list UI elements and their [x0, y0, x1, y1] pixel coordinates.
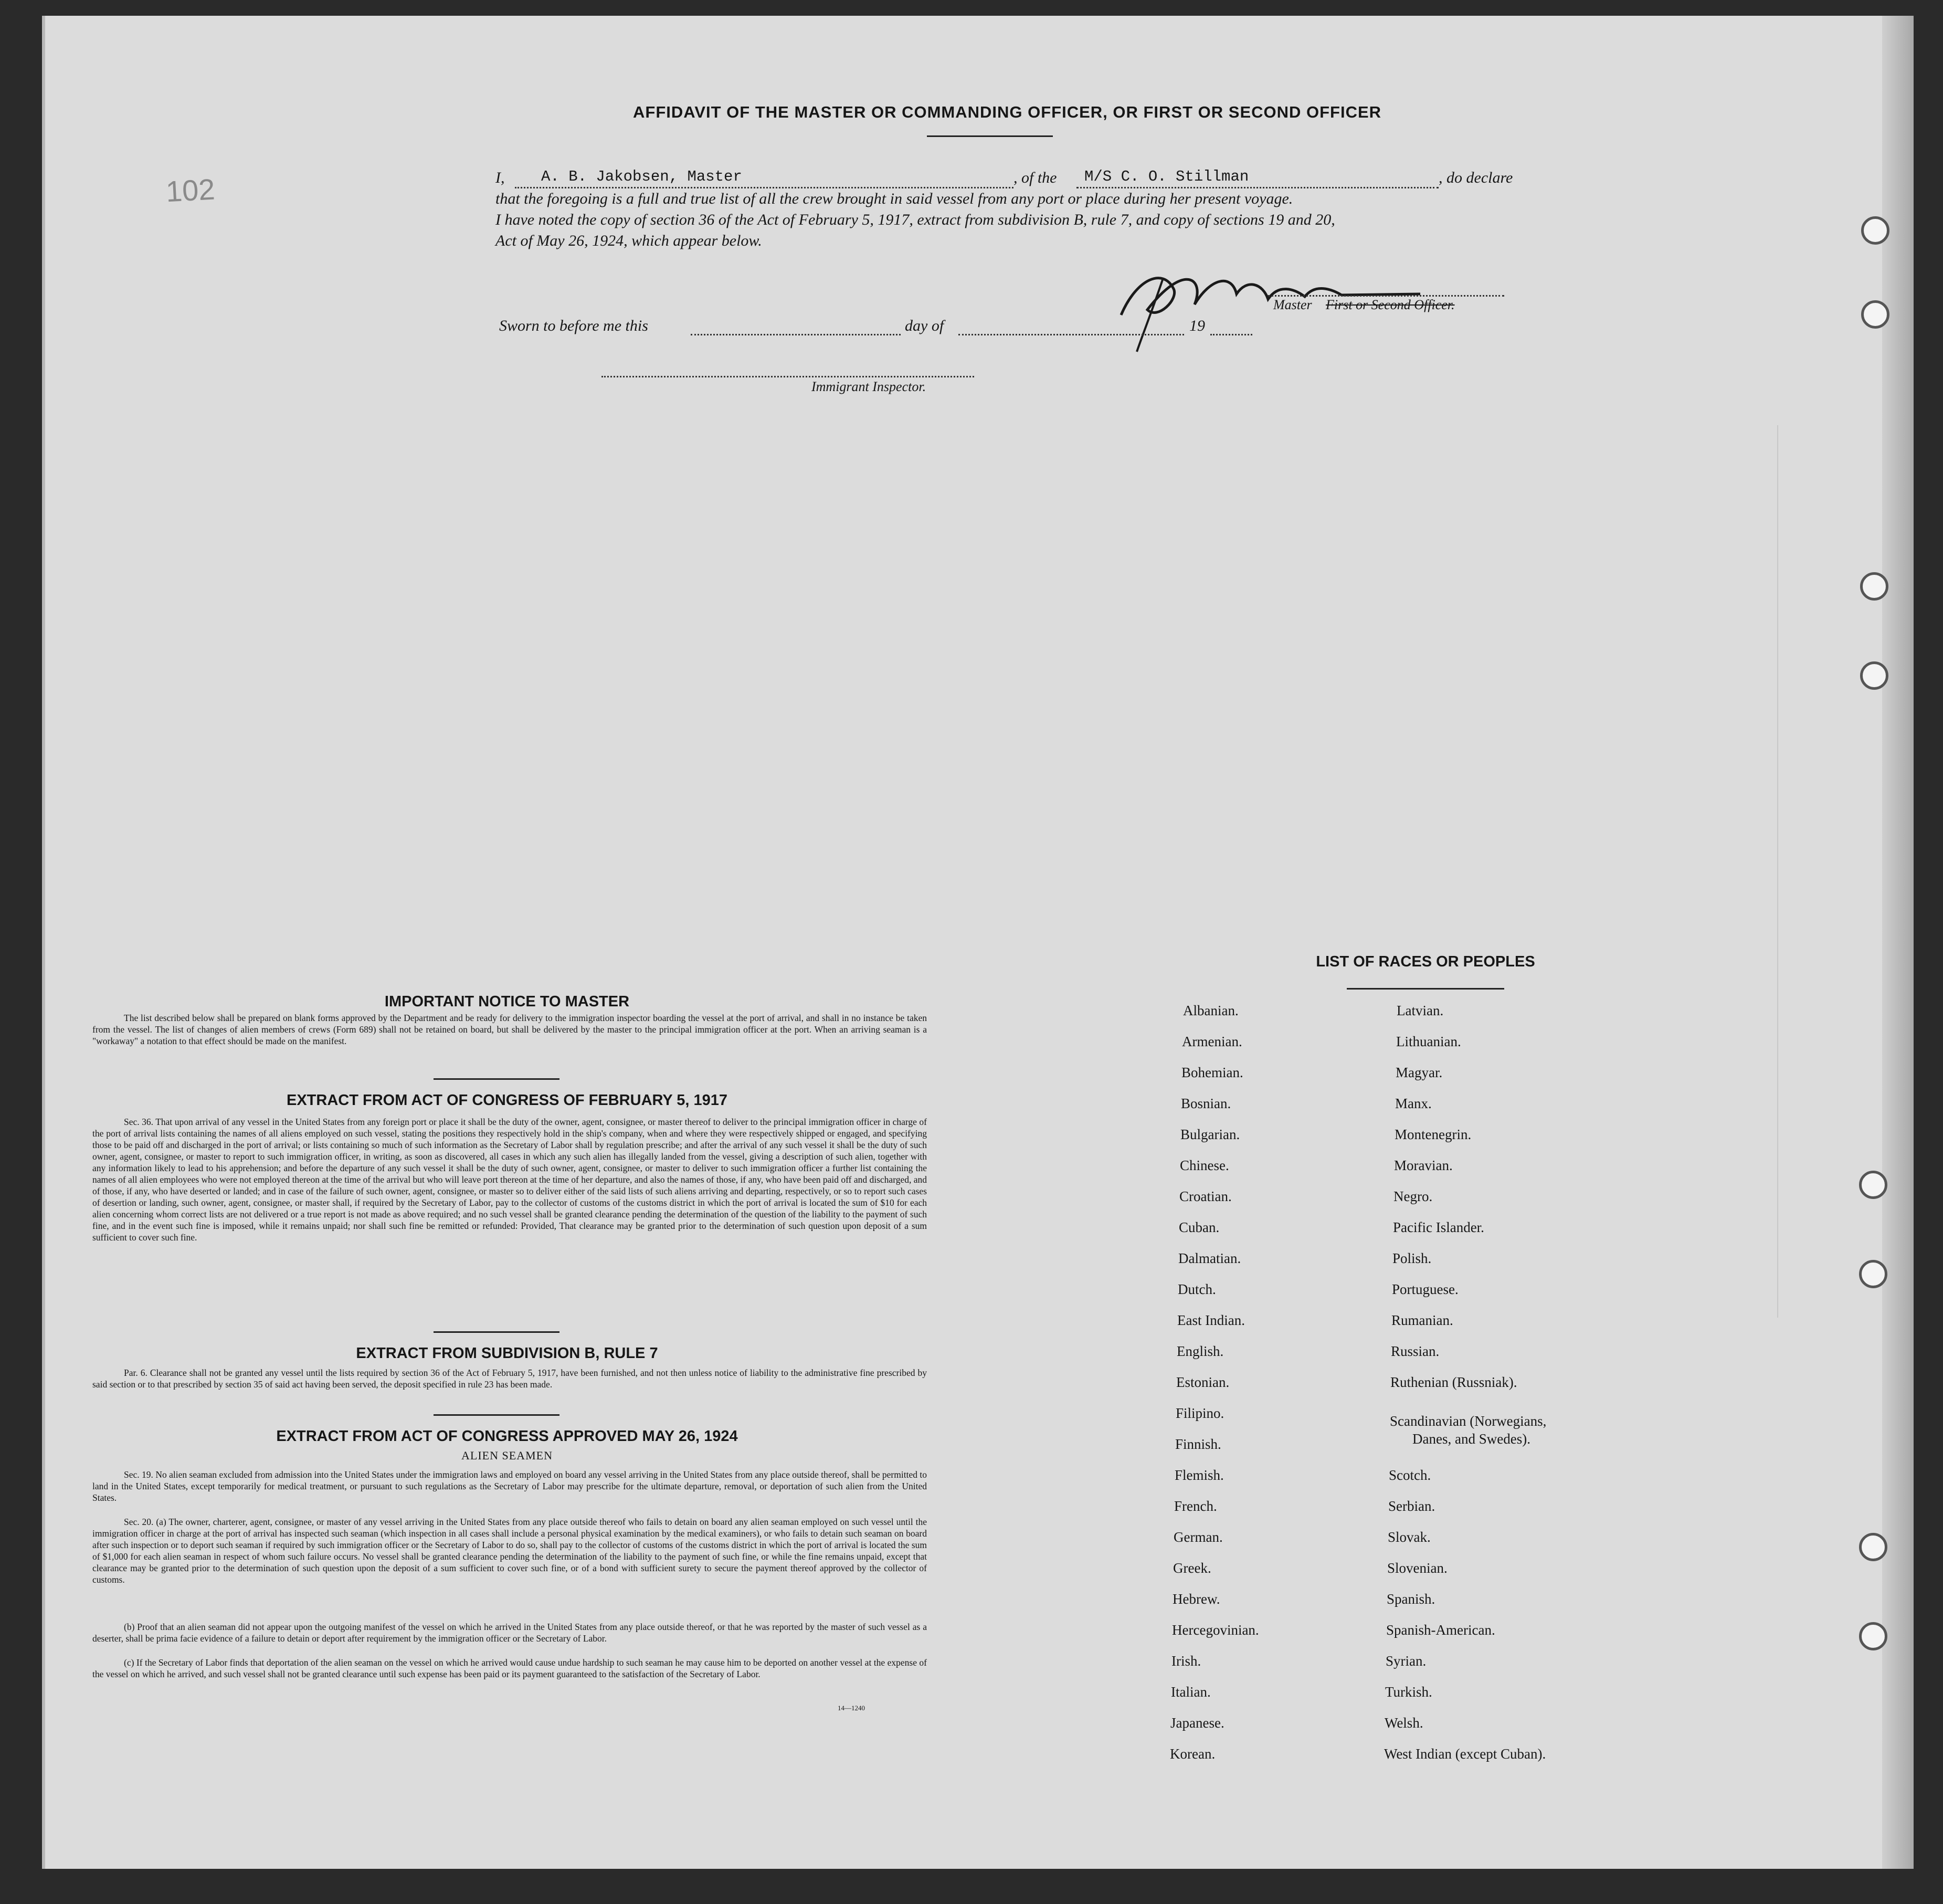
race-left-22: Irish. [1171, 1653, 1201, 1669]
race-right-22: Syrian. [1386, 1653, 1427, 1669]
race-left-14: Filipino. [1176, 1405, 1224, 1421]
signer-title: Master [1273, 297, 1312, 312]
i-label: I, [495, 169, 505, 186]
race-left-23: Italian. [1171, 1684, 1211, 1700]
binder-hole-icon [1860, 661, 1888, 690]
race-left-24: Japanese. [1170, 1715, 1224, 1731]
race-right-25: West Indian (except Cuban). [1384, 1746, 1546, 1762]
race-right-19: Slovenian. [1387, 1560, 1448, 1576]
sec20c-body: (c) If the Secretary of Labor finds that deportation of the alien seaman on the vessel on which he arrived would cause undue hardship to such seaman he may cause him to be deported on another vessel at the expense of the vessel on which he arrived, and such vessel shall not be granted clearance until such expense has been paid or its payment guaranteed to the satisfaction of the Secretary of Labor. [92, 1657, 927, 1679]
race-left-4: Bosnian. [1181, 1096, 1231, 1111]
race-right-10: Portuguese. [1392, 1281, 1459, 1297]
race-left-9: Dalmatian. [1178, 1250, 1241, 1266]
extract-1917-title: EXTRACT FROM ACT OF CONGRESS OF FEBRUARY 5, 1917 [286, 1092, 728, 1109]
race-left-12: English. [1177, 1343, 1224, 1359]
race-right-15: Danes, and Swedes). [1412, 1431, 1530, 1447]
notice-rule [434, 1078, 559, 1080]
race-right-13: Ruthenian (Russniak). [1390, 1374, 1517, 1390]
races-rule [1347, 988, 1504, 990]
race-left-11: East Indian. [1177, 1312, 1245, 1328]
rule7-body: Par. 6. Clearance shall not be granted any vessel until the lists required by section 36 of the Act of February 5, 1917, have been furnished, and not then unless notice of liability to the administrative fine prescribed by said section or to that prescribed by section 35 of said act having been served, the deposit specified in rule 23 has been made. [92, 1367, 927, 1390]
race-left-8: Cuban. [1179, 1219, 1220, 1235]
document-sheet [42, 16, 1914, 1869]
extract-1924-title: EXTRACT FROM ACT OF CONGRESS APPROVED MAY 26, 1924 [276, 1428, 738, 1445]
vessel-name-field[interactable]: M/S C. O. Stillman [1084, 168, 1249, 185]
extract-1917-body: Sec. 36. That upon arrival of any vessel in the United States from any foreign port or place it shall be the duty of the owner, agent, consignee, or master thereof to deliver to the principal immigration officer in charge of the port of arrival lists containing the names of all aliens employed on such vessel, stating the positions they respectively hold in the ship's company, when and where they were respectively shipped or engaged, and specifying those to be paid off and discharged in the port of arrival; or lists containing so much of such information as the Secretary of Labor shall by regulation prescribe; and after the arrival of any such vessel it shall be the duty of such owner, agent, consignee, or master to report to such immigration officer, in writing, as soon as discovered, all cases in which any such alien has illegally landed from the vessel, giving a description of such alien, together with any information likely to lead to his apprehension; and before the departure of any such vessel it shall be the duty of such owner, agent, consignee, or master to deliver to such immigration officer a further list containing the names of all alien employees who were not employed thereon at the time of the arrival but who will leave port thereon at the time of her departure, and also the names of those, if any, who have been paid off and discharged, and of those, if any, who have deserted or landed; and in case of the failure of such owner, agent, consignee, or master so to deliver either of the said lists of such aliens arriving and departing, respectively, or so to report such cases of desertion or landing, such owner, agent, consignee, or master shall, if required by the Secretary of Labor, pay to the collector of customs of the customs district in which the port of arrival is located the sum of $10 for each alien concerning whom correct lists are not delivered or a true report is not made as above required; and no such vessel shall be granted clearance pending the determination of the question of the liability to the payment of such fine, and in the event such fine is imposed, while it remains unpaid; nor shall such fine be remitted or refunded: Provided, That clearance may be granted prior to the determination of such question upon deposit of a sum sufficient to cover such fine. [92, 1117, 927, 1243]
race-right-24: Welsh. [1385, 1715, 1423, 1731]
of-the-label: , of the [1013, 169, 1057, 186]
race-right-9: Polish. [1392, 1250, 1432, 1266]
race-right-5: Montenegrin. [1395, 1127, 1472, 1142]
signature-line [1268, 295, 1504, 297]
race-right-4: Manx. [1395, 1096, 1432, 1111]
race-left-7: Croatian. [1179, 1188, 1232, 1204]
race-left-15: Finnish. [1175, 1436, 1221, 1452]
binder-hole-icon [1859, 1622, 1887, 1650]
binder-hole-icon [1861, 216, 1889, 245]
race-left-1: Albanian. [1183, 1003, 1239, 1018]
extract-1924-subtitle: ALIEN SEAMEN [461, 1449, 553, 1462]
race-right-14: Scandinavian (Norwegians, [1390, 1413, 1547, 1429]
race-left-17: French. [1174, 1498, 1217, 1514]
binder-hole-icon [1859, 1171, 1887, 1199]
binder-hole-icon [1859, 1533, 1887, 1561]
race-left-13: Estonian. [1176, 1374, 1230, 1390]
notice-body: The list described below shall be prepared on blank forms approved by the Department and be ready for delivery to the immigration inspector boarding the vessel at the port of arrival, and shall in no instance be taken from the vessel. The list of changes of alien members of crews (Form 689) shall not be retained on board, but shall be delivered by the master to the principal immigration officer at the port. When an arriving seaman is a "workaway" a notation to that effect should be made on the manifest. [92, 1013, 927, 1046]
race-right-23: Turkish. [1385, 1684, 1432, 1700]
sworn-label: Sworn to before me this [499, 317, 648, 334]
inspector-label: Immigrant Inspector. [811, 379, 926, 394]
year-prefix: 19 [1189, 317, 1205, 334]
race-left-19: Greek. [1173, 1560, 1211, 1576]
binder-hole-icon [1859, 1260, 1887, 1288]
stamp-number: 102 [165, 172, 216, 208]
race-left-2: Armenian. [1182, 1034, 1242, 1049]
race-left-16: Flemish. [1175, 1467, 1224, 1483]
race-right-1: Latvian. [1397, 1003, 1444, 1018]
race-left-20: Hebrew. [1173, 1591, 1220, 1607]
sec20a-body: Sec. 20. (a) The owner, charterer, agent, consignee, or master of any vessel arriving in the United States from any place outside thereof who fails to detain on board any alien seaman employed on such vessel until the immigration officer in charge at the port of arrival has inspected such seaman (which inspection in all cases shall include a personal physical examination by the medical examiners), or who fails to detain such seaman on board after such inspection or to deport such seaman if required by such immigration officer or the Secretary of Labor to do so, shall pay to the collector of customs of the customs district in which the port of arrival is located the sum of $1,000 for each alien seaman in respect of whom such failure occurs. No vessel shall be granted clearance pending the determination of the liability to the payment of such fine, or while the fine remains unpaid, except that clearance may be granted prior to the determination of such question upon the deposit of a sum sufficient to cover such fine, or of a bond with sufficient surety to secure the payment thereof approved by the collector of customs. [92, 1517, 927, 1585]
binder-hole-icon [1861, 300, 1889, 329]
sec19-body: Sec. 19. No alien seaman excluded from admission into the United States under the immigration laws and employed on board any vessel arriving in the United States from any place outside thereof, shall be permitted to land in the United States, except temporarily for medical treatment, or pursuant to such regulations as the Secretary of Labor may prescribe for the ultimate departure, removal, or deportation of such alien from the United States. [92, 1469, 927, 1503]
affidavit-line-2: that the foregoing is a full and true list of all the crew brought in said vessel from any port or place during her present voyage. [495, 190, 1293, 207]
race-right-2: Lithuanian. [1396, 1034, 1461, 1049]
do-declare-label: , do declare [1439, 169, 1513, 186]
race-right-12: Russian. [1391, 1343, 1440, 1359]
race-right-11: Rumanian. [1391, 1312, 1453, 1328]
notice-title: IMPORTANT NOTICE TO MASTER [384, 993, 630, 1010]
race-left-25: Korean. [1170, 1746, 1216, 1762]
race-right-8: Pacific Islander. [1393, 1219, 1484, 1235]
race-right-17: Serbian. [1388, 1498, 1435, 1514]
races-title: LIST OF RACES OR PEOPLES [1316, 953, 1535, 970]
inspector-line[interactable] [601, 376, 974, 377]
race-right-16: Scotch. [1389, 1467, 1431, 1483]
race-right-20: Spanish. [1387, 1591, 1435, 1607]
race-right-6: Moravian. [1394, 1158, 1453, 1173]
extract-1917-rule [434, 1331, 559, 1333]
master-name-field[interactable]: A. B. Jakobsen, Master [541, 168, 742, 185]
bleed-through [1777, 425, 1873, 1318]
rule7-rule [434, 1414, 559, 1416]
sworn-month-line[interactable] [958, 334, 1184, 335]
race-right-18: Slovak. [1388, 1529, 1431, 1545]
race-left-18: German. [1174, 1529, 1223, 1545]
race-right-3: Magyar. [1396, 1065, 1443, 1080]
race-right-7: Negro. [1393, 1188, 1433, 1204]
title-rule [927, 135, 1053, 137]
page-edge [1882, 16, 1914, 1869]
affidavit-title: AFFIDAVIT OF THE MASTER OR COMMANDING OFFICER, OR FIRST OR SECOND OFFICER [633, 103, 1382, 121]
binder-hole-icon [1860, 572, 1888, 601]
race-left-6: Chinese. [1180, 1158, 1229, 1173]
sworn-day-line[interactable] [691, 334, 901, 335]
sworn-year-line[interactable] [1210, 334, 1252, 335]
race-left-5: Bulgarian. [1180, 1127, 1240, 1142]
race-left-21: Hercegovinian. [1172, 1622, 1259, 1638]
vessel-name-line [1076, 187, 1439, 188]
race-right-21: Spanish-American. [1386, 1622, 1495, 1638]
affidavit-line-4: Act of May 26, 1924, which appear below. [495, 232, 762, 249]
race-left-10: Dutch. [1178, 1281, 1216, 1297]
signer-title-struck: First or Second Officer. [1326, 297, 1455, 312]
sec20b-body: (b) Proof that an alien seaman did not appear upon the outgoing manifest of the vessel on which he arrived in the United States from any place outside thereof, or that he was reported by the master of such vessel as a deserter, shall be prima facie evidence of a failure to detain or deport after requirement by the immigration officer or the Secretary of Labor. [92, 1622, 927, 1644]
form-number: 14—1240 [838, 1704, 865, 1712]
master-name-line [515, 187, 1013, 188]
affidavit-line-3: I have noted the copy of section 36 of the Act of February 5, 1917, extract from subdivision B, rule 7, and copy of sections 19 and 20, [495, 211, 1335, 228]
race-left-3: Bohemian. [1181, 1065, 1243, 1080]
rule7-title: EXTRACT FROM SUBDIVISION B, RULE 7 [356, 1345, 658, 1362]
day-of-label: day of [905, 317, 944, 334]
